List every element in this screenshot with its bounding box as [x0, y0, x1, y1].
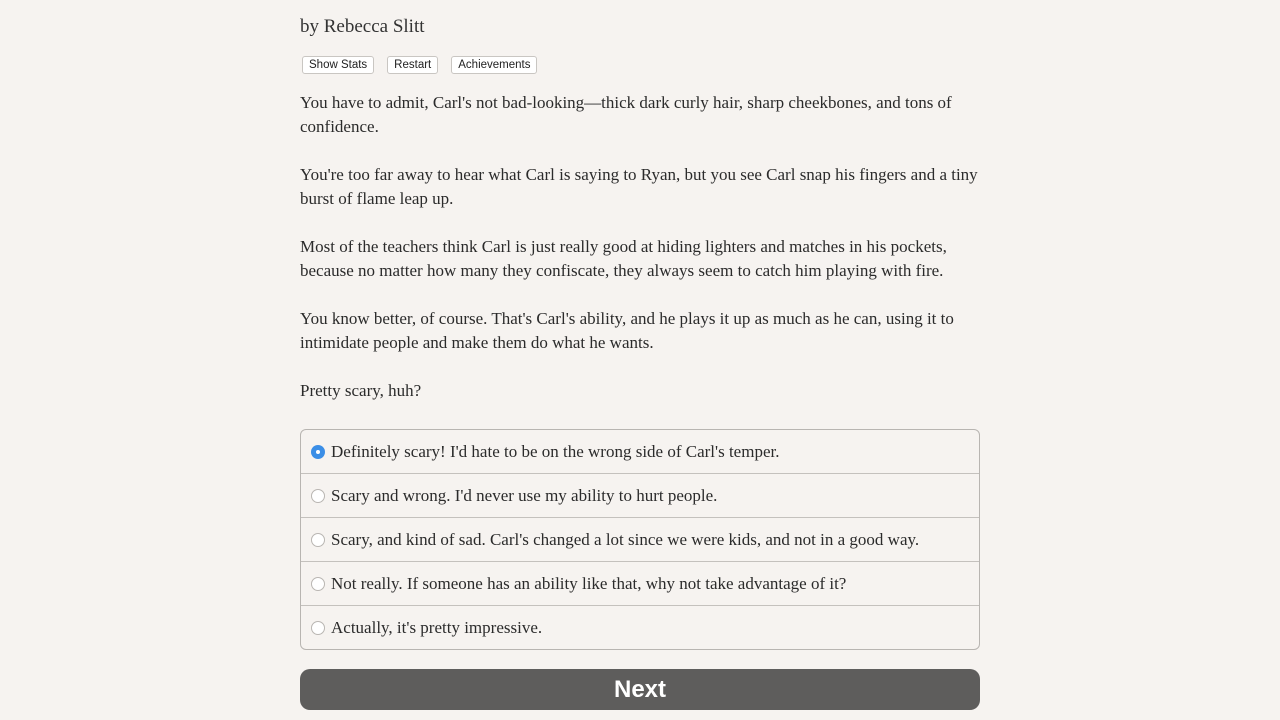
- choice-list: [300, 429, 980, 650]
- choice-label: Scary, and kind of sad. Carl's changed a lot since we were kids, and not in a good way.: [331, 529, 920, 549]
- radio-button[interactable]: [311, 533, 325, 547]
- restart-button[interactable]: Restart: [387, 56, 438, 74]
- story-paragraph: You know better, of course. That's Carl's ability, and he plays it up as much as he can, using it to intimidate people and make them do what he wants.: [300, 309, 954, 352]
- choice-option[interactable]: [301, 517, 979, 561]
- radio-button[interactable]: [311, 489, 325, 503]
- choice-label: Actually, it's pretty impressive.: [331, 617, 543, 637]
- story-paragraph: You're too far away to hear what Carl is saying to Ryan, but you see Carl snap his fingers and a tiny burst of flame leap up.: [300, 165, 978, 208]
- next-button[interactable]: Next: [300, 669, 980, 710]
- choice-label: Scary and wrong. I'd never use my ability to hurt people.: [331, 485, 718, 505]
- story-paragraph: You have to admit, Carl's not bad-looking—thick dark curly hair, sharp cheekbones, and tons of confidence.: [300, 93, 952, 136]
- choice-option[interactable]: [301, 430, 979, 473]
- choice-option[interactable]: [301, 473, 979, 517]
- choice-label: Not really. If someone has an ability like that, why not take advantage of it?: [331, 573, 847, 593]
- choice-option[interactable]: [301, 605, 979, 649]
- choice-label: Definitely scary! I'd hate to be on the wrong side of Carl's temper.: [331, 441, 780, 461]
- story-paragraph: Most of the teachers think Carl is just really good at hiding lighters and matches in his pockets, because no matter how many they confiscate, they always seem to catch him playing with fire.: [300, 237, 947, 280]
- author-byline: by Rebecca Slitt: [300, 16, 425, 37]
- choice-option[interactable]: [301, 561, 979, 605]
- show-stats-button[interactable]: Show Stats: [302, 56, 374, 74]
- radio-button[interactable]: [311, 577, 325, 591]
- radio-button[interactable]: [311, 621, 325, 635]
- achievements-button[interactable]: Achievements: [451, 56, 537, 74]
- story-paragraph: Pretty scary, huh?: [300, 381, 422, 400]
- radio-button-selected[interactable]: [311, 445, 325, 459]
- toolbar: [302, 56, 537, 74]
